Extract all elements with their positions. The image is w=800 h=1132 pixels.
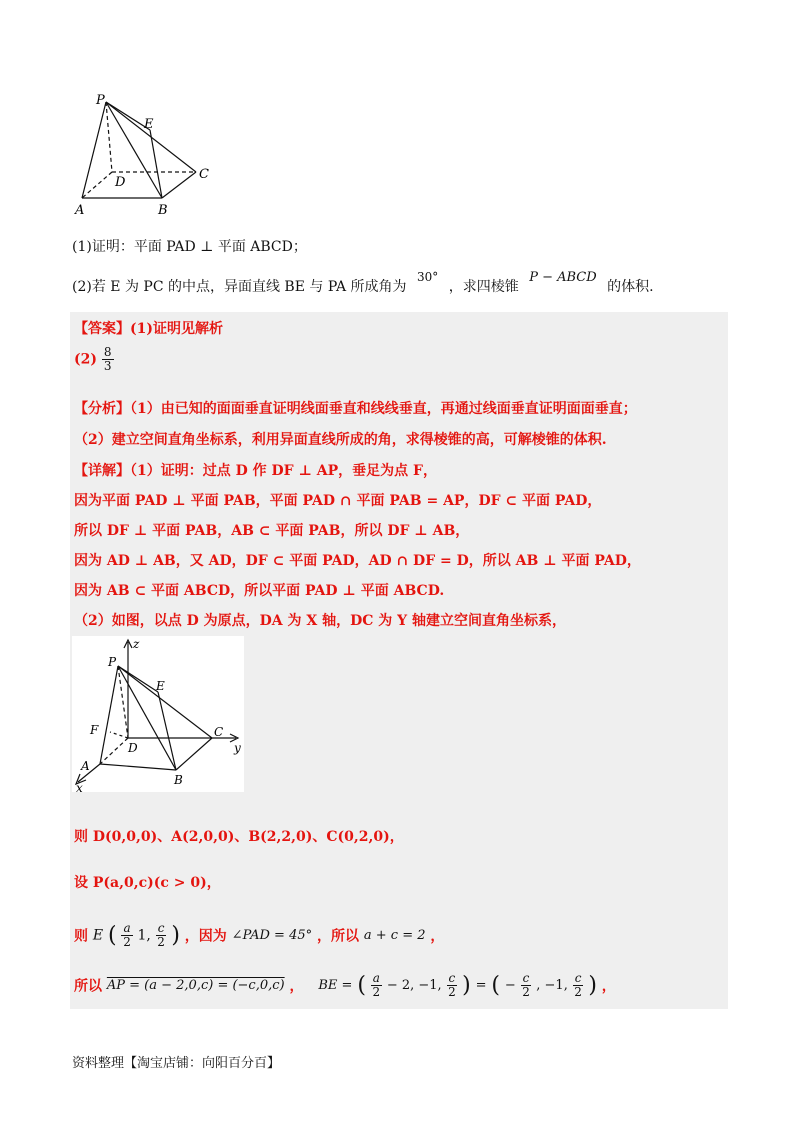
be2-paren-open: ( bbox=[491, 973, 500, 998]
axis-x: x bbox=[76, 781, 83, 792]
label-E2: E bbox=[156, 679, 165, 693]
label-D2: D bbox=[128, 741, 138, 755]
be2-frac-c2 bbox=[573, 972, 584, 999]
sum-eq: a + c = 2 bbox=[363, 928, 426, 943]
e-frac-a-num: a bbox=[123, 921, 131, 935]
be2-part: , −1, bbox=[536, 978, 568, 993]
question-angle: 30° bbox=[417, 270, 439, 284]
be-frac-c-num: c bbox=[448, 971, 456, 985]
footer-text: 资料整理【淘宝店铺：向阳百分百】 bbox=[72, 1056, 281, 1071]
coordinate-figure-panel bbox=[72, 636, 244, 792]
be2-frac-c-den: 2 bbox=[522, 985, 530, 999]
be2-frac-c2-den: 2 bbox=[574, 985, 582, 999]
label-F2: F bbox=[90, 723, 99, 737]
midpoint-line bbox=[74, 922, 444, 949]
be2-frac-c bbox=[521, 972, 532, 999]
label-A: A bbox=[75, 203, 85, 218]
e-frac-c bbox=[156, 922, 167, 949]
e-frac-a bbox=[121, 922, 132, 949]
detail-line4: 因为 AD ⊥ AB，又 AD，DF ⊂ 平面 PAD，AD ∩ DF = D，所以 AB ⊥ 平面 PAD， bbox=[74, 553, 641, 569]
paren-open: ( bbox=[107, 923, 117, 948]
be-frac-a-num: a bbox=[372, 971, 380, 985]
answer-line2-prefix: (2) bbox=[74, 351, 97, 368]
e-mid: 1, bbox=[137, 927, 151, 944]
fraction-numerator: 8 bbox=[103, 345, 112, 359]
be-part: − 2, −1, bbox=[386, 978, 442, 993]
question-part2-c: 的体积. bbox=[607, 279, 654, 295]
be2-frac-c-num: c bbox=[522, 971, 530, 985]
answer-line1: 【答案】(1)证明见解析 bbox=[74, 321, 223, 337]
e-frac-c-den: 2 bbox=[157, 935, 165, 949]
be2-paren-close: ) bbox=[588, 973, 597, 998]
be-frac-a-den: 2 bbox=[372, 985, 381, 999]
paren-close: ) bbox=[171, 923, 180, 948]
so-text: ，所以 bbox=[317, 928, 360, 945]
vector-line bbox=[74, 972, 616, 999]
detail-line6: （2）如图，以点 D 为原点，DA 为 X 轴，DC 为 Y 轴建立空间直角坐标系， bbox=[74, 613, 567, 629]
question-part2-a: (2)若 E 为 PC 的中点，异面直线 BE 与 PA 所成角为 bbox=[72, 279, 407, 295]
be-eq: = bbox=[475, 978, 487, 993]
question-part1: (1)证明：平面 PAD ⊥ 平面 ABCD； bbox=[72, 239, 307, 255]
then-prefix: 则 bbox=[74, 928, 88, 945]
question-pyramid: P − ABCD bbox=[529, 270, 597, 285]
fraction-denominator: 3 bbox=[103, 359, 112, 373]
vector-be-prefix: BE = bbox=[318, 978, 353, 993]
coordinate-figure bbox=[72, 636, 244, 792]
answer-fraction bbox=[102, 346, 114, 373]
analysis-line2: （2）建立空间直角坐标系，利用异面直线所成的角，求得棱锥的高，可解棱锥的体积. bbox=[74, 432, 607, 448]
e-frac-c-num: c bbox=[157, 921, 165, 935]
be-frac-c bbox=[447, 972, 458, 999]
sosuo-text: 所以 bbox=[74, 978, 102, 995]
sum-comma: ， bbox=[430, 928, 445, 945]
e-frac-a-den: 2 bbox=[123, 935, 131, 949]
label-E: E bbox=[144, 117, 154, 132]
label-C2: C bbox=[214, 725, 224, 739]
be2-neg: − bbox=[504, 978, 516, 993]
be-frac-c-den: 2 bbox=[448, 985, 456, 999]
label-D: D bbox=[115, 175, 126, 190]
vector-ap-comma: ， bbox=[289, 978, 304, 995]
vector-ap: AP = (a − 2,0,c) = (−c,0,c) bbox=[106, 978, 285, 993]
point-e: E bbox=[92, 927, 104, 944]
analysis-line1: 【分析】（1）由已知的面面垂直证明线面垂直和线线垂直，再通过线面垂直证明面面垂直； bbox=[74, 401, 637, 417]
label-B2: B bbox=[174, 773, 183, 787]
vector-trail: ， bbox=[601, 978, 616, 995]
axis-y: y bbox=[234, 741, 241, 755]
detail-line1: 【详解】（1）证明：过点 D 作 DF ⊥ AP，垂足为点 F， bbox=[74, 463, 437, 479]
be2-frac-c2-num: c bbox=[574, 971, 582, 985]
answer-line2 bbox=[74, 346, 114, 373]
label-P2: P bbox=[108, 655, 117, 669]
question-part2-b: ，求四棱锥 bbox=[448, 279, 519, 295]
question-part2 bbox=[72, 270, 654, 296]
angle-pad: ∠PAD = 45° bbox=[231, 928, 313, 943]
coords-line: 则 D(0,0,0)、A(2,0,0)、B(2,2,0)、C(0,2,0)， bbox=[74, 829, 404, 845]
label-C: C bbox=[199, 167, 209, 182]
because-text: ，因为 bbox=[184, 928, 227, 945]
detail-line5: 因为 AB ⊂ 平面 ABCD，所以平面 PAD ⊥ 平面 ABCD. bbox=[74, 583, 445, 599]
axis-z: z bbox=[133, 637, 140, 651]
be-frac-a bbox=[371, 972, 382, 999]
be-paren-close: ) bbox=[462, 973, 471, 998]
label-A2: A bbox=[81, 759, 90, 773]
detail-line2: 因为平面 PAD ⊥ 平面 PAB，平面 PAD ∩ 平面 PAB = AP，DF ⊂ 平面 PAD， bbox=[74, 493, 602, 509]
set-p-line: 设 P(a,0,c)(c > 0)， bbox=[74, 875, 221, 891]
label-P: P bbox=[96, 93, 105, 108]
be-paren-open: ( bbox=[357, 973, 366, 998]
detail-line3: 所以 DF ⊥ 平面 PAB，AB ⊂ 平面 PAB，所以 DF ⊥ AB， bbox=[74, 523, 470, 539]
pyramid-figure bbox=[70, 90, 220, 220]
label-B: B bbox=[158, 203, 168, 218]
